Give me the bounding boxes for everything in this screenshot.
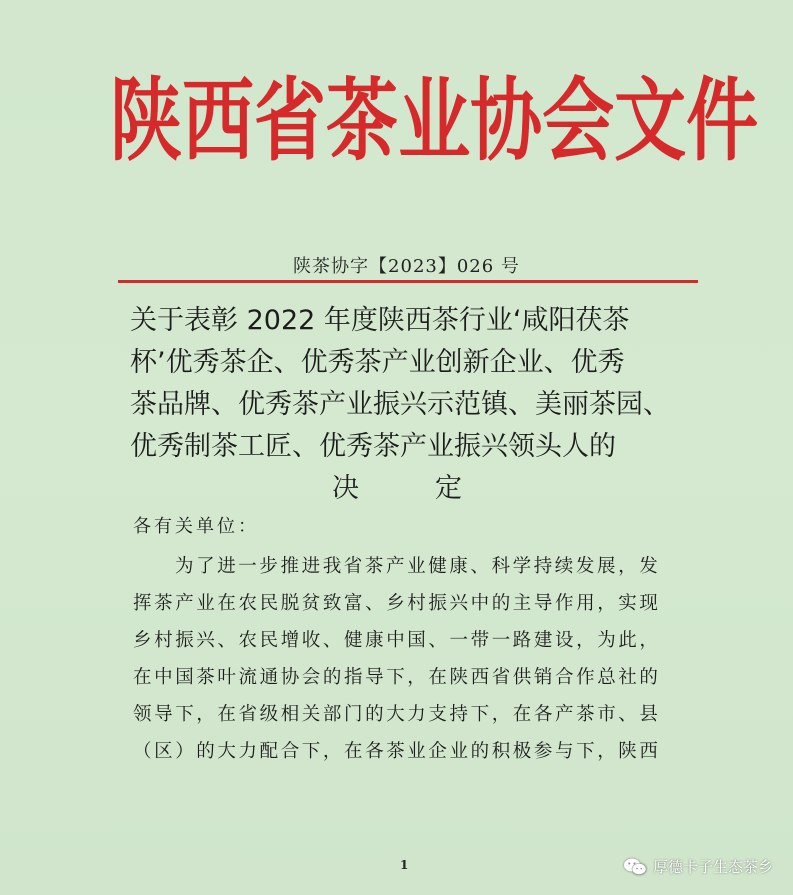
title-line: 优秀制茶工匠、优秀茶产业振兴领头人的 bbox=[130, 431, 616, 462]
document-number: 陕茶协字【2023】026 号 bbox=[293, 256, 520, 277]
header-char: 文 bbox=[614, 66, 687, 173]
wechat-watermark bbox=[623, 856, 773, 877]
body-line: 乡村振兴、农民增收、健康中国、一带一路建设，为此， bbox=[133, 630, 661, 651]
header-char: 会 bbox=[542, 66, 615, 173]
body-line: 在中国茶叶流通协会的指导下，在陕西省供销合作总社的 bbox=[133, 667, 661, 688]
header-char: 协 bbox=[470, 66, 543, 173]
document-title bbox=[130, 300, 690, 510]
header-char: 陕 bbox=[110, 66, 183, 173]
body-paragraph bbox=[133, 548, 673, 770]
title-line: 关于表彰 2022 年度陕西茶行业‘咸阳茯茶 bbox=[130, 305, 630, 336]
title-line: 茶品牌、优秀茶产业振兴示范镇、美丽茶园、 bbox=[130, 389, 670, 420]
header-char: 省 bbox=[254, 66, 327, 173]
header-char: 西 bbox=[182, 66, 255, 173]
page-number: 1 bbox=[400, 858, 409, 872]
header-char: 件 bbox=[686, 66, 759, 173]
watermark-text: 厚德卡子生态茶乡 bbox=[652, 858, 773, 876]
wechat-icon bbox=[623, 857, 647, 877]
document-header-title bbox=[110, 66, 759, 173]
body-line: 为了进一步推进我省茶产业健康、科学持续发展，发 bbox=[175, 556, 661, 577]
red-divider-line bbox=[118, 280, 698, 283]
title-line-decision: 决定 bbox=[332, 473, 538, 504]
salutation: 各有关单位： bbox=[133, 516, 259, 537]
body-line: 挥茶产业在农民脱贫致富、乡村振兴中的主导作用，实现 bbox=[133, 593, 661, 614]
body-line: 领导下，在省级相关部门的大力支持下，在各产茶市、县 bbox=[133, 704, 661, 725]
title-line: 杯’优秀茶企、优秀茶产业创新企业、优秀 bbox=[130, 347, 625, 378]
body-line: （区）的大力配合下，在各茶业企业的积极参与下，陕西 bbox=[133, 741, 661, 762]
header-char: 业 bbox=[398, 66, 471, 173]
header-char: 茶 bbox=[326, 66, 399, 173]
